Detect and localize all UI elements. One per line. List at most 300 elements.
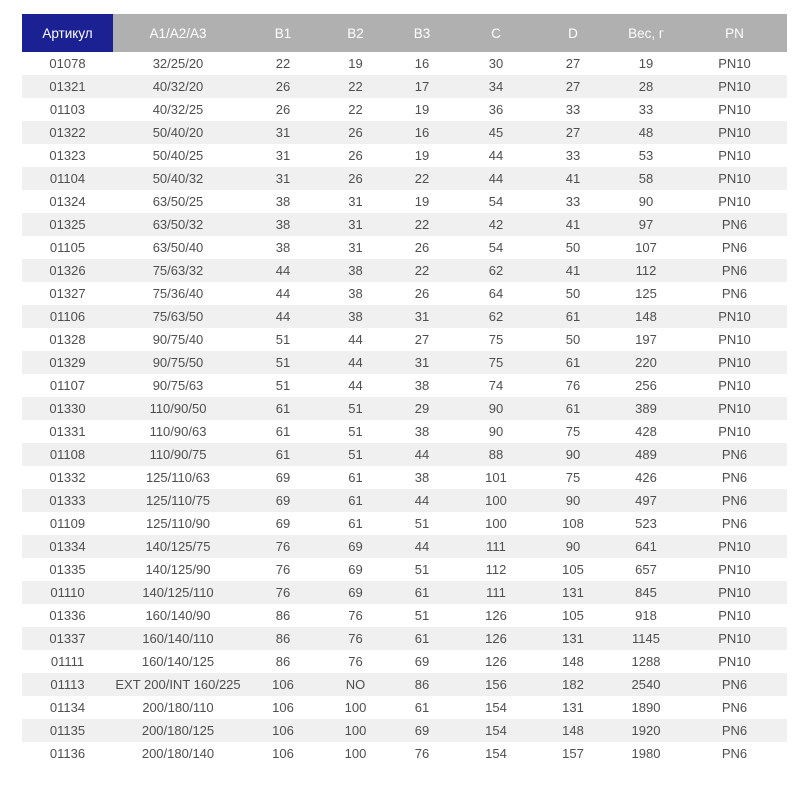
- cell-dimensions: 110/90/75: [149, 447, 207, 462]
- cell-b3: 26: [414, 286, 430, 301]
- cell-dimensions: 63/50/25: [152, 194, 204, 209]
- cell-article: 01334: [49, 539, 86, 554]
- cell-b2: 38: [348, 286, 363, 301]
- cell-dimensions: 160/140/125: [141, 654, 215, 669]
- cell-d: 61: [565, 401, 581, 416]
- cell-b3: 51: [414, 562, 430, 577]
- cell-pn: PN6: [721, 217, 748, 232]
- cell-c: 30: [488, 56, 504, 71]
- cell-b1: 51: [275, 332, 291, 347]
- cell-c: 90: [488, 424, 504, 439]
- cell-pn: PN10: [718, 148, 751, 163]
- cell-b1: 44: [275, 286, 291, 301]
- table-row: [22, 627, 787, 650]
- cell-b2: 100: [344, 746, 367, 761]
- cell-weight: 389: [635, 401, 657, 416]
- table-row: [22, 466, 787, 489]
- cell-b3: 22: [414, 263, 430, 278]
- cell-pn: PN10: [718, 424, 751, 439]
- cell-weight: 112: [635, 263, 657, 278]
- cell-weight: 1288: [631, 654, 661, 669]
- cell-dimensions: 110/90/63: [149, 424, 207, 439]
- cell-article: 01329: [49, 355, 86, 370]
- table-row: [22, 443, 787, 466]
- cell-b1: 31: [275, 125, 291, 140]
- cell-b3: 44: [414, 493, 430, 508]
- table-row: [22, 742, 787, 765]
- cell-b1: 26: [275, 79, 291, 94]
- cell-weight: 489: [635, 447, 657, 462]
- cell-b1: 38: [275, 240, 291, 255]
- cell-dimensions: 125/110/75: [145, 493, 211, 508]
- cell-d: 148: [562, 723, 584, 738]
- cell-b2: 76: [348, 608, 363, 623]
- cell-dimensions: 40/32/25: [152, 102, 204, 117]
- cell-pn: PN10: [718, 631, 751, 646]
- table-row: [22, 581, 787, 604]
- cell-pn: PN10: [718, 378, 751, 393]
- cell-c: 112: [485, 562, 507, 577]
- cell-b2: 44: [348, 378, 363, 393]
- cell-b2: 22: [348, 102, 363, 117]
- cell-b1: 51: [275, 378, 291, 393]
- table-body: [22, 52, 787, 765]
- cell-b3: 16: [414, 56, 430, 71]
- cell-pn: PN10: [718, 539, 751, 554]
- cell-b3: 44: [414, 447, 430, 462]
- cell-article: 01330: [49, 401, 86, 416]
- table-row: [22, 305, 787, 328]
- cell-b1: 86: [275, 654, 291, 669]
- cell-weight: 97: [638, 217, 654, 232]
- cell-c: 44: [488, 171, 504, 186]
- cell-article: 01323: [49, 148, 86, 163]
- cell-b1: 61: [275, 401, 291, 416]
- cell-b2: 38: [348, 309, 363, 324]
- cell-b1: 86: [275, 631, 291, 646]
- table-row: [22, 420, 787, 443]
- cell-article: 01107: [49, 378, 86, 393]
- cell-b3: 29: [414, 401, 430, 416]
- cell-b2: 76: [348, 654, 363, 669]
- column-header-b3: B3: [388, 14, 456, 52]
- cell-article: 01336: [49, 608, 86, 623]
- cell-b1: 106: [272, 700, 294, 715]
- cell-b2: 51: [348, 424, 363, 439]
- cell-b3: 22: [414, 171, 430, 186]
- cell-b2: 61: [348, 470, 363, 485]
- product-spec-table: [22, 14, 787, 765]
- cell-weight: 918: [635, 608, 657, 623]
- cell-article: 01136: [49, 746, 86, 761]
- cell-b1: 31: [275, 148, 291, 163]
- cell-weight: 28: [638, 79, 654, 94]
- cell-c: 90: [488, 401, 504, 416]
- cell-d: 33: [565, 194, 581, 209]
- cell-dimensions: 90/75/50: [152, 355, 204, 370]
- table-row: [22, 75, 787, 98]
- cell-dimensions: 32/25/20: [152, 56, 204, 71]
- cell-d: 27: [565, 125, 581, 140]
- cell-dimensions: 160/140/90: [145, 608, 211, 623]
- cell-pn: PN10: [718, 654, 751, 669]
- cell-b3: 38: [414, 424, 430, 439]
- cell-c: 101: [485, 470, 507, 485]
- cell-c: 62: [488, 263, 504, 278]
- cell-weight: 90: [638, 194, 654, 209]
- cell-pn: PN10: [718, 171, 751, 186]
- cell-weight: 428: [635, 424, 657, 439]
- cell-weight: 1145: [632, 631, 660, 646]
- cell-article: 01337: [49, 631, 86, 646]
- cell-b2: 76: [348, 631, 363, 646]
- table-row: [22, 650, 787, 673]
- table-row: [22, 374, 787, 397]
- cell-pn: PN10: [718, 355, 751, 370]
- table-row: [22, 489, 787, 512]
- cell-weight: 125: [635, 286, 657, 301]
- cell-b1: 38: [275, 217, 291, 232]
- cell-pn: PN6: [721, 447, 748, 462]
- cell-dimensions: 140/125/110: [142, 585, 214, 600]
- cell-article: 01104: [49, 171, 86, 186]
- cell-b3: 19: [414, 148, 430, 163]
- cell-d: 182: [562, 677, 584, 692]
- cell-b3: 44: [414, 539, 430, 554]
- cell-b1: 69: [275, 470, 291, 485]
- cell-b2: 26: [348, 148, 363, 163]
- column-header-b1: B1: [243, 14, 323, 52]
- cell-b3: 61: [414, 631, 430, 646]
- cell-b2: 61: [348, 493, 363, 508]
- cell-b2: 44: [348, 355, 363, 370]
- cell-d: 131: [562, 631, 584, 646]
- cell-article: 01134: [49, 700, 86, 715]
- cell-c: 156: [485, 677, 507, 692]
- cell-b2: 38: [348, 263, 363, 278]
- table-row: [22, 535, 787, 558]
- cell-b2: 44: [348, 332, 363, 347]
- cell-dimensions: 40/32/20: [152, 79, 204, 94]
- cell-weight: 107: [635, 240, 657, 255]
- cell-weight: 197: [635, 332, 657, 347]
- cell-weight: 2540: [631, 677, 661, 692]
- cell-weight: 426: [635, 470, 657, 485]
- cell-article: 01331: [49, 424, 86, 439]
- cell-d: 41: [565, 171, 581, 186]
- table-row: [22, 673, 787, 696]
- cell-weight: 657: [635, 562, 657, 577]
- cell-d: 75: [565, 424, 581, 439]
- cell-c: 74: [488, 378, 504, 393]
- cell-weight: 1920: [631, 723, 661, 738]
- cell-pn: PN6: [721, 263, 748, 278]
- cell-c: 44: [488, 148, 504, 163]
- cell-d: 41: [565, 217, 581, 232]
- cell-d: 108: [562, 516, 584, 531]
- cell-b3: 51: [414, 516, 430, 531]
- cell-b2: 19: [348, 56, 363, 71]
- cell-article: 01321: [49, 79, 86, 94]
- cell-dimensions: 125/110/90: [145, 516, 211, 531]
- cell-weight: 33: [638, 102, 654, 117]
- cell-b1: 44: [275, 309, 291, 324]
- cell-article: 01105: [49, 240, 86, 255]
- table-row: [22, 213, 787, 236]
- cell-d: 131: [562, 585, 584, 600]
- cell-article: 01333: [49, 493, 86, 508]
- table-row: [22, 604, 787, 627]
- cell-b2: 100: [344, 723, 367, 738]
- cell-pn: PN6: [721, 746, 748, 761]
- cell-c: 126: [485, 631, 507, 646]
- cell-dimensions: 90/75/63: [152, 378, 204, 393]
- cell-dimensions: 140/125/75: [145, 539, 211, 554]
- cell-b1: 26: [275, 102, 291, 117]
- cell-weight: 641: [635, 539, 657, 554]
- table-row: [22, 719, 787, 742]
- header-row: [22, 14, 787, 52]
- cell-pn: PN10: [718, 125, 751, 140]
- cell-dimensions: 90/75/40: [152, 332, 204, 347]
- cell-article: 01106: [49, 309, 86, 324]
- cell-b3: 27: [414, 332, 430, 347]
- cell-dimensions: 63/50/32: [152, 217, 204, 232]
- cell-pn: PN10: [718, 79, 751, 94]
- cell-b3: 51: [414, 608, 430, 623]
- cell-b1: 76: [275, 539, 291, 554]
- cell-b3: 22: [414, 217, 430, 232]
- table-row: [22, 558, 787, 581]
- table-row: [22, 282, 787, 305]
- cell-pn: PN6: [721, 470, 748, 485]
- cell-b2: 31: [348, 194, 363, 209]
- table-row: [22, 236, 787, 259]
- cell-d: 148: [562, 654, 584, 669]
- cell-d: 105: [562, 608, 584, 623]
- cell-d: 90: [565, 539, 581, 554]
- cell-dimensions: 200/180/125: [141, 723, 215, 738]
- table-row: [22, 328, 787, 351]
- cell-weight: 148: [635, 309, 657, 324]
- cell-c: 88: [488, 447, 504, 462]
- cell-b3: 61: [414, 585, 430, 600]
- cell-pn: PN6: [721, 723, 748, 738]
- cell-b1: 106: [272, 677, 294, 692]
- cell-b1: 61: [275, 424, 291, 439]
- cell-b3: 19: [414, 102, 430, 117]
- cell-b3: 31: [414, 309, 430, 324]
- cell-b2: 100: [344, 700, 367, 715]
- cell-weight: 19: [638, 56, 654, 71]
- cell-dimensions: 75/63/50: [152, 309, 204, 324]
- cell-b3: 38: [414, 378, 430, 393]
- cell-weight: 48: [638, 125, 654, 140]
- column-header-pn: PN: [682, 14, 787, 52]
- cell-pn: PN6: [721, 286, 748, 301]
- cell-pn: PN10: [718, 608, 751, 623]
- cell-pn: PN10: [718, 56, 751, 71]
- cell-c: 154: [485, 746, 507, 761]
- column-header-b2: B2: [323, 14, 388, 52]
- cell-dimensions: EXT 200/INT 160/225: [115, 677, 241, 692]
- cell-c: 100: [485, 516, 507, 531]
- cell-dimensions: 50/40/32: [152, 171, 204, 186]
- cell-d: 50: [565, 240, 581, 255]
- cell-b1: 69: [275, 516, 291, 531]
- cell-pn: PN6: [721, 677, 748, 692]
- cell-b3: 38: [414, 470, 430, 485]
- cell-b3: 31: [414, 355, 430, 370]
- cell-article: 01109: [49, 516, 86, 531]
- cell-dimensions: 75/63/32: [152, 263, 204, 278]
- table-row: [22, 397, 787, 420]
- cell-article: 01078: [49, 56, 86, 71]
- column-header-d: D: [536, 14, 610, 52]
- column-header-article: Артикул: [22, 14, 113, 52]
- cell-pn: PN6: [721, 516, 748, 531]
- cell-b1: 38: [275, 194, 291, 209]
- cell-c: 45: [488, 125, 504, 140]
- column-header-weight: Вес, г: [610, 14, 682, 52]
- cell-c: 75: [488, 332, 504, 347]
- table-row: [22, 144, 787, 167]
- cell-b1: 44: [275, 263, 291, 278]
- cell-weight: 220: [635, 355, 657, 370]
- cell-pn: PN6: [721, 700, 748, 715]
- cell-pn: PN10: [718, 102, 751, 117]
- cell-b3: 76: [414, 746, 430, 761]
- cell-c: 111: [486, 585, 506, 600]
- cell-d: 90: [565, 493, 581, 508]
- cell-b2: 61: [348, 516, 363, 531]
- cell-weight: 845: [635, 585, 657, 600]
- cell-pn: PN10: [718, 194, 751, 209]
- cell-b3: 61: [414, 700, 430, 715]
- cell-b1: 76: [275, 562, 291, 577]
- cell-b2: 26: [348, 171, 363, 186]
- cell-d: 90: [565, 447, 581, 462]
- table-row: [22, 121, 787, 144]
- cell-dimensions: 200/180/140: [141, 746, 215, 761]
- column-header-c: C: [456, 14, 536, 52]
- cell-article: 01108: [49, 447, 86, 462]
- cell-d: 76: [565, 378, 581, 393]
- cell-b2: 51: [348, 447, 363, 462]
- cell-dimensions: 160/140/110: [142, 631, 214, 646]
- cell-c: 62: [488, 309, 504, 324]
- cell-d: 33: [565, 102, 581, 117]
- cell-b2: 31: [348, 217, 363, 232]
- cell-b1: 76: [275, 585, 291, 600]
- cell-article: 01324: [49, 194, 86, 209]
- cell-b1: 22: [275, 56, 291, 71]
- cell-d: 41: [565, 263, 581, 278]
- cell-c: 36: [488, 102, 504, 117]
- cell-dimensions: 50/40/25: [152, 148, 204, 163]
- table-row: [22, 696, 787, 719]
- cell-c: 64: [488, 286, 504, 301]
- cell-b3: 26: [414, 240, 430, 255]
- cell-b3: 16: [414, 125, 430, 140]
- cell-dimensions: 75/36/40: [152, 286, 204, 301]
- cell-b1: 51: [275, 355, 291, 370]
- table-header: [22, 14, 787, 52]
- cell-b1: 69: [275, 493, 291, 508]
- cell-article: 01327: [49, 286, 86, 301]
- cell-pn: PN10: [718, 332, 751, 347]
- cell-d: 75: [565, 470, 581, 485]
- cell-dimensions: 50/40/20: [152, 125, 204, 140]
- cell-d: 27: [565, 79, 581, 94]
- cell-weight: 53: [638, 148, 654, 163]
- cell-pn: PN10: [718, 562, 751, 577]
- cell-pn: PN10: [718, 585, 751, 600]
- table-row: [22, 512, 787, 535]
- cell-b1: 86: [275, 608, 291, 623]
- cell-c: 154: [485, 700, 507, 715]
- cell-weight: 58: [638, 171, 654, 186]
- cell-d: 50: [565, 286, 581, 301]
- cell-c: 154: [485, 723, 507, 738]
- cell-c: 126: [485, 608, 507, 623]
- cell-b3: 19: [414, 194, 430, 209]
- cell-b1: 106: [272, 746, 294, 761]
- cell-pn: PN6: [721, 240, 748, 255]
- cell-dimensions: 125/110/63: [145, 470, 211, 485]
- cell-b2: 26: [348, 125, 363, 140]
- cell-d: 157: [562, 746, 584, 761]
- cell-b1: 31: [275, 171, 291, 186]
- cell-d: 105: [562, 562, 584, 577]
- cell-c: 42: [488, 217, 504, 232]
- table-row: [22, 52, 787, 75]
- table-row: [22, 259, 787, 282]
- cell-d: 33: [565, 148, 581, 163]
- cell-c: 54: [488, 194, 504, 209]
- cell-d: 61: [565, 355, 581, 370]
- cell-b2: 69: [348, 539, 363, 554]
- cell-dimensions: 140/125/90: [145, 562, 211, 577]
- cell-b2: 69: [348, 562, 363, 577]
- cell-b3: 86: [414, 677, 430, 692]
- cell-article: 01328: [49, 332, 86, 347]
- cell-c: 126: [485, 654, 507, 669]
- cell-c: 54: [488, 240, 504, 255]
- cell-dimensions: 110/90/50: [149, 401, 207, 416]
- cell-article: 01111: [50, 654, 85, 669]
- cell-article: 01110: [50, 585, 85, 600]
- cell-article: 01332: [49, 470, 86, 485]
- cell-article: 01103: [49, 102, 86, 117]
- cell-pn: PN10: [718, 401, 751, 416]
- cell-pn: PN10: [718, 309, 751, 324]
- cell-article: 01113: [50, 677, 85, 692]
- cell-b3: 69: [414, 654, 430, 669]
- cell-weight: 256: [635, 378, 657, 393]
- table-row: [22, 98, 787, 121]
- cell-weight: 1890: [631, 700, 661, 715]
- cell-pn: PN6: [721, 493, 748, 508]
- cell-dimensions: 200/180/110: [142, 700, 214, 715]
- cell-b1: 61: [275, 447, 291, 462]
- cell-c: 34: [488, 79, 504, 94]
- table-row: [22, 167, 787, 190]
- cell-c: 111: [486, 539, 506, 554]
- cell-weight: 523: [635, 516, 657, 531]
- cell-article: 01326: [49, 263, 86, 278]
- cell-article: 01325: [49, 217, 86, 232]
